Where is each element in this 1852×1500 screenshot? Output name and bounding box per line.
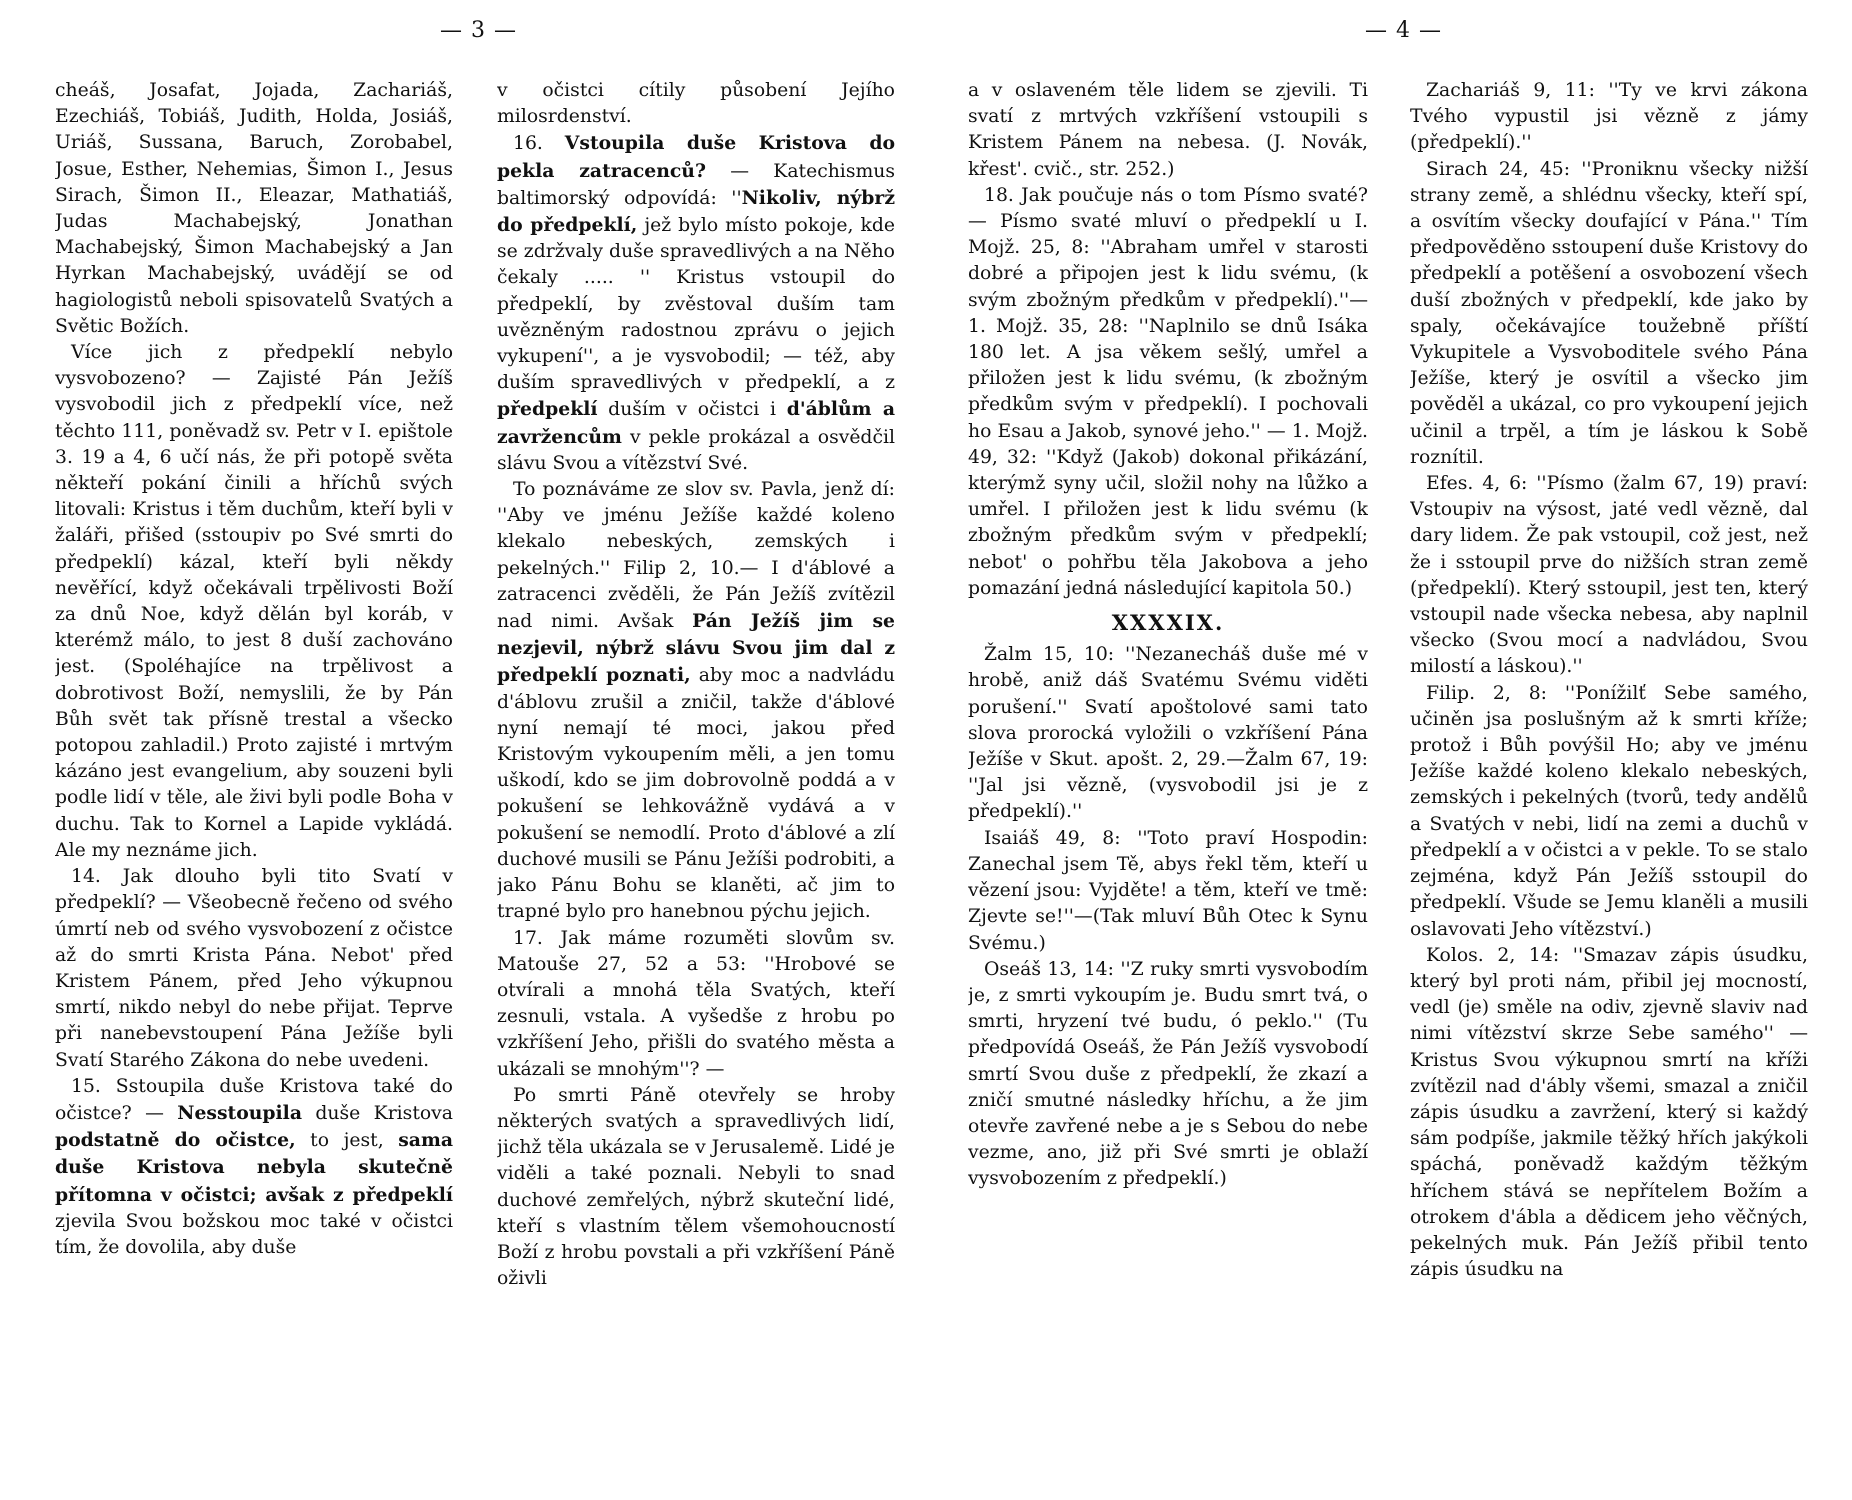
paragraph: Více jich z předpeklí nebylo vysvobozeno? — Zajisté Pán Ježíš vysvobodil jich z předpeklí více, než těchto 111, poněvadž sv. Petr v I. epištole 3. 19 a 4, 6 učí nás, že při potopě světa někteří pokání činili a hříchů svých litovali: Kristus i těm duchům, kteří byli v žaláři, přišed (sstoupiv po Své smrti do předpeklí) kázal, kteří byli někdy nevěřící, když očekávali trpělivosti Boží za dnů Noe, když dělán byl koráb, v kterémž málo, to jest 8 duší zachováno jest. (Spoléhajíce na trpělivost a dobrotivost Boží, nemyslili, že by Pán Bůh svět tak přísně trestal a všecko potopou zahladil.) Proto zajisté i mrtvým kázáno jest evangelium, aby souzeni byli podle lidí v těle, ale živi byli podle Boha v duchu. Tak to Kornel a Lapide vykládá. Ale my neznáme jich. xyxy=(55,342,453,861)
paragraph: Sirach 24, 45: ''Proniknu všecky nižší strany země, a shlédnu všecky, kteří spí, a osvítím všecky doufající v Pána.'' Tím předpověděno sstoupení duše Kristovy do předpeklí a potěšení a osvobození všech duší zbožných v předpeklí, kde jako by spaly, očekávajíce toužebně příští Vykupitele a Vysvoboditele svého Pána Ježíše, který je osvítil a všecko jim pověděl a ukázal, co pro vykoupení jejich učinil a trpěl, a tím je láskou k Sobě roznítil. xyxy=(1410,158,1808,468)
text-run: 15. Sstoupila duše Kristova také do očistce? — xyxy=(55,1075,453,1124)
column-4 xyxy=(1410,78,1808,1483)
page-number-right: — 4 — xyxy=(1365,18,1442,43)
bold-text: Nikoliv, nýbrž do předpeklí, xyxy=(497,186,895,237)
column-2 xyxy=(497,78,895,1483)
text-run: aby moc a nadvládu d'áblovu zrušil a zničil, takže d'áblové nyní nemají té moci, jakou před Kristovým vykoupením měli, a jen tomu uškodí, kdo se jim dobrovolně poddá a v pokušení se lehkovážně vydává a v pokušení se nemodlí. Proto d'áblové a zlí duchové musili se Pánu Ježíši podrobiti, a jako Pánu Bohu se klaněti, ač jim to trapné bylo pro hanebnou pýchu jejich. xyxy=(497,665,895,923)
text-run: jež bylo místo pokoje, kde se zdržvaly duše spravedlivých a na Něho čekaly ..... '' Kristus vstoupil do předpeklí, by zvěstoval duším tam uvězněným radostnou zprávu o jejich vykupení'', a je vysvobodil; — též, aby duším spravedlivých v předpeklí, a z xyxy=(497,215,895,394)
text-run: to jest, xyxy=(295,1130,399,1152)
paragraph xyxy=(497,477,895,925)
bold-text: sama duše Kristova nebyla skutečně přítomna v očistci; avšak z předpeklí xyxy=(55,1129,453,1206)
bold-text: Vstoupila duše Kristova do pekla zatracenců? xyxy=(497,132,895,182)
column-3 xyxy=(968,78,1368,1483)
paragraph: Kolos. 2, 14: ''Smazav zápis úsudku, který byl proti nám, přibil jej mocností, vedl (je) směle na odiv, zjevně slaviv nad nimi vítězství skrze Sebe samého'' — Kristus Svou výkupnou smrtí na kříži zvítězil nad d'ábly všemi, smazal a zničil zápis úsudku a zavržení, který si každý sám podpíše, jakmile těžký hřích jakýkoli spáchá, poněvadž každým těžkým hříchem stává se nepřítelem Božím a otrokem d'ábla a dědicem jeho věčných, pekelných muk. Pán Ježíš přibil tento zápis úsudku na xyxy=(1410,944,1808,1281)
text-run: duše Kristova xyxy=(302,1102,453,1124)
paragraph: Oseáš 13, 14: ''Z ruky smrti vysvobodím je, z smrti vykoupím je. Budu smrt tvá, o smrti, hryzení tvé budu, ó peklo.'' (Tu předpovídá Oseáš, že Pán Ježíš vysvobodí smrtí Svou duše z předpeklí, že zkazí a zničí smutné následky hříchu, a že jim otevře zavřené nebe a je s Sebou do nebe vezme, ano, již při Své smrti je oblaží vysvobozením z předpeklí.) xyxy=(968,958,1368,1190)
paragraph: 14. Jak dlouho byli tito Svatí v předpeklí? — Všeobecně řečeno od svého úmrtí neb od svého vysvobození z očistce až do smrti Krista Pána. Nebot' před Kristem Pánem, před Jeho výkupnou smrtí, nikdo nebyl do nebe přijat. Teprve při nanebevstoupení Pána Ježíše byli Svatí Starého Zákona do nebe uvedeni. xyxy=(55,866,453,1071)
paragraph: Žalm 15, 10: ''Nezanecháš duše mé v hrobě, aniž dáš Svatému Svému viděti porušení.'' Svatí apoštolové sami tato slova prorocká vyložili o vzkříšení Pána Ježíše v Skut. apošt. 2, 29.—Žalm 67, 19: ''Jal jsi vězně, (vysvobodil jsi je z předpeklí).'' xyxy=(968,644,1368,823)
paragraph xyxy=(55,1074,453,1261)
page-number-left: — 3 — xyxy=(440,18,517,43)
bold-text: podstatně do očistce, xyxy=(55,1129,296,1152)
text-run: duším v očistci i xyxy=(597,399,787,421)
paragraph: Isaiáš 49, 8: ''Toto praví Hospodin: Zanechal jsem Tě, abys řekl těm, kteří u vězení jsou: Vyjděte! a těm, kteří ve tmě: Zjevte se!''—(Tak mluví Bůh Otec k Synu Svému.) xyxy=(968,827,1368,954)
bold-text: předpeklí xyxy=(497,398,598,421)
text-run: zjevila Svou božskou moc také v očistci tím, že dovolila, aby duše xyxy=(55,1210,453,1258)
paragraph: Efes. 4, 6: ''Písmo (žalm 67, 19) praví: Vstoupiv na výsost, jaté vedl vězně, dal dary lidem. Že pak vstoupil, což jest, než že i sstoupil prve do nižších stran země (předpeklí). Který sstoupil, jest ten, který vstoupil nade všecka nebesa, aby naplnil všecko (Svou mocí a nadvládou, Svou milostí a láskou).'' xyxy=(1410,473,1808,678)
paragraph: Po smrti Páně otevřely se hroby některých svatých a spravedlivých lidí, jichž těla ukázala se v Jerusalemě. Lidé je viděli a také poznali. Nebyli to snad duchové zemřelých, nýbrž skuteční lidé, kteří s vlastním tělem všemohoucností Boží z hrobu povstali a při vzkříšení Páně oživli xyxy=(497,1084,895,1290)
paragraph: 18. Jak poučuje nás o tom Písmo svaté? — Písmo svaté mluví o předpeklí u I. Mojž. 25, 8: ''Abraham umřel v starosti dobré a připojen jest k lidu svému, (k svým zbožným předkům v předpeklí).''—1. Mojž. 35, 28: ''Naplnilo se dnů Isáka 180 let. A jsa věkem sešlý, umřel a přiložen jest k lidu svému, (k zbožným předkům svým v předpeklí). I pochovali ho Esau a Jakob, synové jeho.'' — 1. Mojž. 49, 32: ''Když (Jakob) dokonal přikázání, kterýmž syny učil, složil nohy na lůžko a umřel. I přiložen jest k lidu svému (k zbožným předkům svým v předpeklí; nebot' o pohřbu těla Jakobova a jeho pomazání jedná následující kapitola 50.) xyxy=(968,184,1368,599)
paragraph: 17. Jak máme rozuměti slovům sv. Matouše 27, 52 a 53: ''Hrobové se otvírali a mnohá těla Svatých, kteří zesnuli, vstala. A vyšedše z hrobu po vzkříšení Jeho, přišli do svatého města a ukázali se mnohým''? — xyxy=(497,927,895,1080)
column-1 xyxy=(55,78,453,1483)
bold-text: Pán Ježíš jim se nezjevil, nýbrž slávu Svou jim dal z předpeklí poznati, xyxy=(497,610,895,687)
text-run: v pekle prokázal a osvědčil slávu Svou a vítězství Své. xyxy=(497,426,895,474)
text-run: 16. xyxy=(513,133,565,155)
bold-text: d'áblům a zavržencům xyxy=(497,398,895,448)
paragraph: a v oslaveném těle lidem se zjevili. Ti svatí z mrtvých vzkříšení vstoupili s Kristem Pánem na nebesa. (J. Novák, křest'. cvič., str. 252.) xyxy=(968,80,1368,180)
text-run: — Katechismus baltimorský odpovídá: '' xyxy=(497,160,895,209)
paragraph xyxy=(497,130,895,477)
paragraph: Zachariáš 9, 11: ''Ty ve krvi zákona Tvého vypustil jsi vězně z jámy (předpeklí).'' xyxy=(1410,80,1808,154)
section-heading: XXXXIX. xyxy=(1111,610,1225,636)
text-run: To poznáváme ze slov sv. Pavla, jenž dí: ''Aby ve jménu Ježíše každé koleno klekalo nebeských, zemských i pekelných.'' Filip 2, 10.— I d'áblové a zatracenci zvěděli, že Pán Ježíš zvítězil nad nimi. Avšak xyxy=(497,479,895,633)
paragraph: Filip. 2, 8: ''Ponížilť Sebe samého, učiněn jsa poslušným až k smrti kříže; protož i Bůh povýšil Ho; aby ve jménu Ježíše každé koleno klekalo nebeských, zemských i pekelných (tvorů, tedy andělů a Svatých v nebi, lidí na zemi a duchů v předpeklí a v očistci a v pekle. To se stalo zejména, když Pán Ježíš sstoupil do předpeklí. Všude se Jemu klaněli a musili oslavovati Jeho vítězství.) xyxy=(1410,682,1808,940)
bold-text: Nesstoupila xyxy=(177,1101,302,1124)
paragraph: cheáš, Josafat, Jojada, Zachariáš, Ezechiáš, Tobiáš, Judith, Holda, Josiáš, Uriáš, Sussana, Baruch, Zorobabel, Josue, Esther, Nehemias, Šimon I., Jesus Sirach, Šimon II., Eleazar, Mathatiáš, Judas Machabejský, Jonathan Machabejský, Šimon Machabejský a Jan Hyrkan Machabejský, uvádějí se od hagiologistů neboli spisovatelů Svatých a Světic Božích. xyxy=(55,80,453,337)
paragraph: v očistci cítily působení Jejího milosrdenství. xyxy=(497,80,895,128)
